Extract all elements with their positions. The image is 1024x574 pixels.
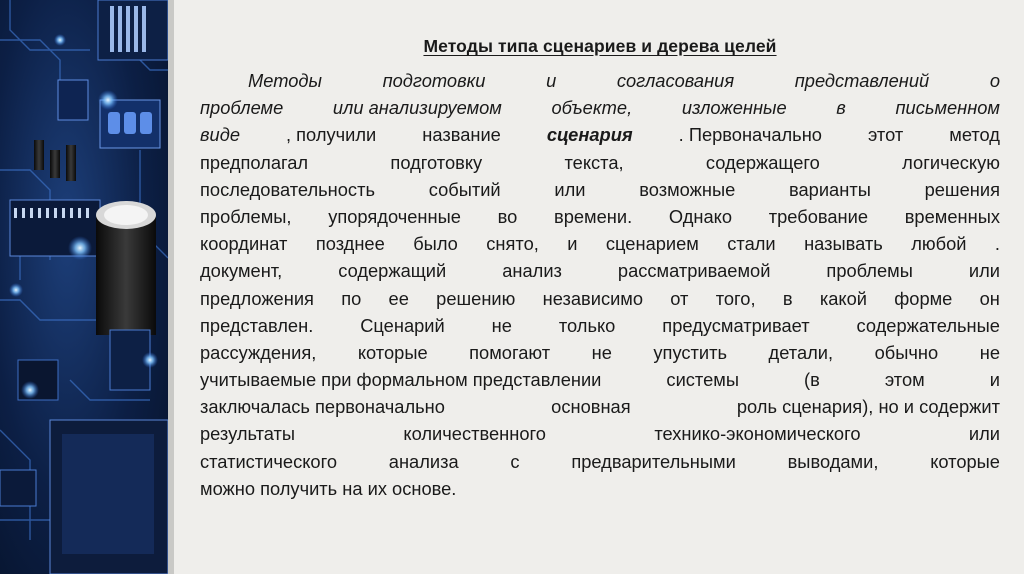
paragraph-line (200, 393, 1000, 420)
text-segment: того, (715, 287, 756, 309)
text-segment: и (989, 369, 1000, 391)
text-segment: текста, (564, 151, 624, 173)
text-segment: временных (904, 205, 1000, 227)
paragraph-line (200, 285, 1000, 312)
text-segment: предложения (200, 287, 314, 309)
text-segment: не (979, 341, 1000, 363)
paragraph (200, 67, 1000, 502)
text-segment: технико-экономического (654, 423, 861, 445)
text-segment: ее (388, 287, 409, 309)
text-segment: системы (666, 369, 739, 391)
text-segment: требование (768, 205, 869, 227)
text-segment: только (558, 314, 616, 336)
text-segment: сценария (546, 124, 633, 146)
text-segment: он (979, 287, 1000, 309)
text-segment: анализ (502, 260, 562, 282)
slide-content (200, 33, 1000, 502)
text-segment: не (491, 314, 512, 336)
text-segment: предварительными (571, 450, 736, 472)
text-segment: согласования (616, 70, 735, 91)
text-segment: возможные (639, 178, 736, 200)
text-segment: решения (924, 178, 1000, 200)
text-segment: можно получить на их основе. (200, 477, 457, 499)
circuit-board-image (0, 0, 168, 574)
text-segment: времени. (554, 205, 633, 227)
text-segment: Однако (668, 205, 733, 227)
text-segment: подготовки (382, 70, 486, 91)
text-segment: рассматриваемой (617, 260, 771, 282)
text-segment: или (968, 423, 1000, 445)
paragraph-line (200, 448, 1000, 475)
text-segment: стали (727, 233, 776, 255)
text-segment: результаты (200, 423, 296, 445)
text-segment: помогают (469, 341, 551, 363)
text-segment: статистического (200, 450, 338, 472)
text-segment: решению (436, 287, 516, 309)
paragraph-line (200, 121, 1000, 148)
text-segment: Методы (248, 70, 322, 91)
paragraph-line (200, 176, 1000, 203)
text-segment: письменном (895, 97, 1000, 119)
text-segment: упустить (653, 341, 728, 363)
paragraph-line (200, 257, 1000, 284)
text-segment: последовательность (200, 178, 375, 200)
text-segment: и (567, 233, 578, 255)
text-segment: независимо (542, 287, 644, 309)
paragraph-line (200, 366, 1000, 393)
text-segment: от (670, 287, 689, 309)
text-segment: сценарием (605, 233, 699, 255)
text-segment: роль сценария), но и содержит (736, 396, 1000, 418)
text-segment: или анализируемом (332, 97, 502, 119)
paragraph-line (200, 475, 1000, 502)
text-segment: снято, (486, 233, 539, 255)
text-segment: форме (894, 287, 953, 309)
text-segment: анализа (388, 450, 459, 472)
text-segment: упорядоченные (328, 205, 461, 227)
text-segment: , получили (286, 124, 377, 146)
text-segment: событий (428, 178, 501, 200)
text-segment: или (554, 178, 586, 200)
paragraph-line (200, 94, 1000, 121)
text-segment: детали, (768, 341, 834, 363)
text-segment: выводами, (787, 450, 879, 472)
text-segment: в (782, 287, 793, 309)
text-segment: позднее (315, 233, 385, 255)
text-segment: этот (868, 124, 904, 146)
text-segment: или (968, 260, 1000, 282)
text-segment: во (497, 205, 518, 227)
text-segment: этом (884, 369, 925, 391)
text-segment: содержащего (705, 151, 820, 173)
text-segment: изложенные (681, 97, 787, 119)
paragraph-line (200, 203, 1000, 230)
text-segment: объекте, (551, 97, 633, 119)
text-segment: название (422, 124, 501, 146)
paragraph-line (200, 312, 1000, 339)
text-segment: учитываемые при формальном представлении (200, 369, 602, 391)
text-segment: и (546, 70, 557, 91)
text-segment: было (413, 233, 458, 255)
text-segment: не (591, 341, 612, 363)
text-segment: варианты (789, 178, 871, 200)
paragraph-line (200, 230, 1000, 257)
text-segment: о (989, 70, 1000, 91)
text-segment: . (994, 233, 1000, 255)
text-segment: логическую (902, 151, 1000, 173)
text-segment: проблеме (200, 97, 284, 119)
paragraph-line (200, 420, 1000, 447)
text-segment: с (510, 450, 520, 472)
text-segment: любой (911, 233, 967, 255)
text-segment: . Первоначально (678, 124, 822, 146)
text-segment: проблемы (826, 260, 913, 282)
text-segment: подготовку (390, 151, 483, 173)
slide-title: Методы типа сценариев и дерева целей (423, 36, 777, 56)
text-segment: предполагал (200, 151, 309, 173)
divider (168, 0, 174, 574)
text-segment: (в (804, 369, 820, 391)
text-segment: по (341, 287, 362, 309)
text-segment: содержащий (338, 260, 447, 282)
text-segment: метод (949, 124, 1000, 146)
paragraph-line (200, 149, 1000, 176)
circuit-board-graphic (0, 0, 168, 574)
text-segment: координат (200, 233, 288, 255)
paragraph-line (200, 339, 1000, 366)
text-segment: документ, (200, 260, 283, 282)
text-segment: обычно (874, 341, 939, 363)
text-segment: представлен. (200, 314, 314, 336)
text-segment: Сценарий (360, 314, 445, 336)
text-segment: содержательные (856, 314, 1000, 336)
text-segment: основная (551, 396, 631, 418)
text-segment: которые (357, 341, 428, 363)
text-segment: которые (930, 450, 1000, 472)
paragraph-line (200, 67, 1000, 94)
text-segment: количественного (403, 423, 546, 445)
text-segment: предусматривает (662, 314, 810, 336)
text-segment: называть (804, 233, 883, 255)
text-segment: рассуждения, (200, 341, 317, 363)
text-segment: проблемы, (200, 205, 292, 227)
text-segment: виде (200, 124, 240, 146)
text-segment: заключалась первоначально (200, 396, 445, 418)
text-segment: представлений (794, 70, 930, 91)
text-segment: в (836, 97, 846, 119)
text-segment: какой (819, 287, 867, 309)
